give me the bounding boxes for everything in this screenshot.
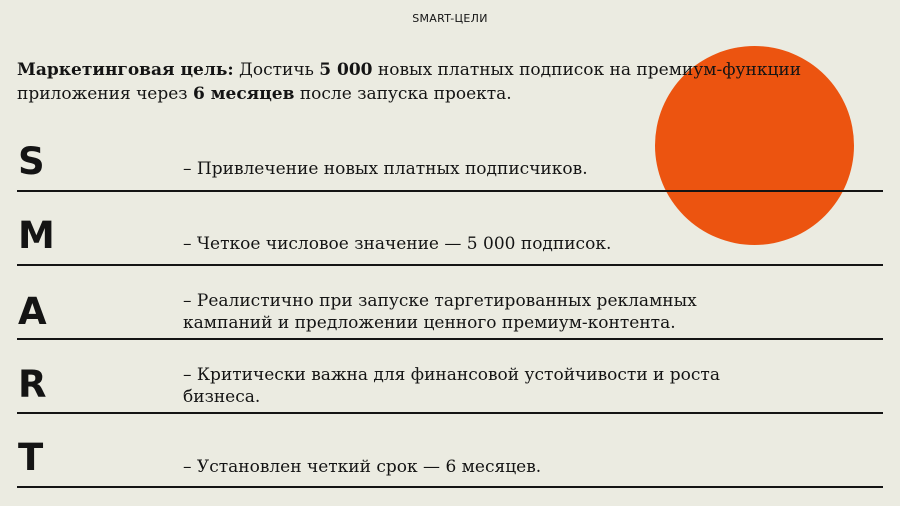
goal-statement	[17, 58, 837, 106]
smart-row-t	[17, 434, 883, 488]
smart-letter-r: R	[18, 363, 47, 406]
goal-text-3: после запуска проекта.	[294, 84, 512, 104]
smart-letter-m: M	[18, 214, 55, 257]
smart-row-a	[17, 286, 883, 340]
goal-number: 5 000	[319, 60, 373, 80]
smart-letter-a: A	[18, 290, 47, 333]
smart-letter-s: S	[18, 140, 45, 183]
smart-letter-t: T	[18, 436, 44, 479]
goal-text-2: новых платных подписок на премиум-функции приложения через	[17, 60, 802, 104]
smart-row-s	[17, 138, 883, 192]
smart-description-m: – Четкое числовое значение — 5 000 подписок.	[183, 234, 612, 254]
smart-description-r: – Критически важна для финансовой устойчивости и роста бизнеса.	[183, 365, 720, 407]
page-title: SMART-ЦЕЛИ	[412, 12, 488, 25]
smart-description-a: – Реалистично при запуске таргетированных рекламных кампаний и предложении ценного премиум-контента.	[183, 291, 697, 333]
smart-description-t: – Установлен четкий срок — 6 месяцев.	[183, 457, 542, 477]
smart-row-r	[17, 360, 883, 414]
goal-period: 6 месяцев	[193, 84, 295, 104]
smart-description-s: – Привлечение новых платных подписчиков.	[183, 159, 588, 179]
smart-row-m	[17, 212, 883, 266]
goal-label: Маркетинговая цель:	[17, 60, 234, 80]
goal-text-1: Достичь	[233, 60, 320, 80]
